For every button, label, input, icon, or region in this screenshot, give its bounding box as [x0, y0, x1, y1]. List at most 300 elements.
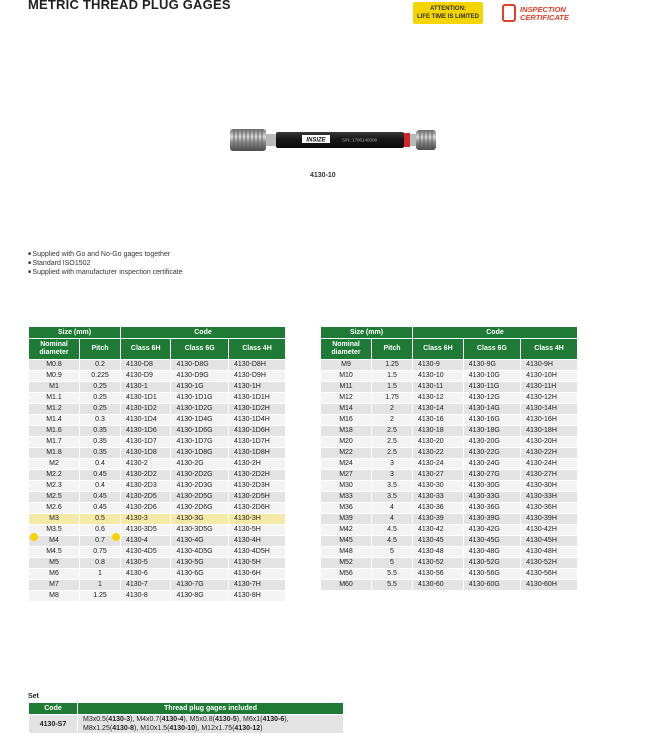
set-item-size: M8x1.25( — [83, 725, 113, 732]
class6h-cell: 4130-39 — [413, 514, 464, 525]
class4h-cell: 4130-4H — [228, 536, 285, 547]
class6g-cell: 4130-48G — [463, 547, 520, 558]
class4h-cell: 4130-1D6H — [228, 426, 285, 437]
class4h-cell: 4130-1D7H — [228, 437, 285, 448]
pitch-cell: 0.7 — [80, 536, 121, 547]
class6g-cell: 4130-30G — [463, 481, 520, 492]
table-row — [321, 470, 578, 481]
class6g-cell: 4130-1D2G — [171, 404, 229, 415]
class4h-cell: 4130-9H — [521, 360, 578, 371]
table-row — [321, 360, 578, 371]
table-row — [29, 569, 286, 580]
class6h-cell: 4130-1D7 — [121, 437, 171, 448]
cert-line1: INSPECTION — [520, 5, 566, 14]
nominal-cell: M11 — [321, 382, 372, 393]
pitch-cell: 1.25 — [80, 591, 121, 602]
class4h-cell: 4130-2H — [228, 459, 285, 470]
table-row — [321, 536, 578, 547]
pitch-cell: 0.2 — [80, 360, 121, 371]
pitch-cell: 2 — [372, 415, 413, 426]
class6h-cell: 4130-10 — [413, 371, 464, 382]
feature-list — [28, 250, 183, 277]
class4h-header: Class 4H — [521, 339, 578, 360]
class4h-cell: 4130-1H — [228, 382, 285, 393]
pitch-cell: 2.5 — [372, 437, 413, 448]
table-row — [29, 448, 286, 459]
pitch-cell: 0.25 — [80, 404, 121, 415]
class6g-cell: 4130-56G — [463, 569, 520, 580]
attention-line1: ATTENTION: — [430, 6, 466, 12]
set-item-code: 4130-4 — [161, 716, 184, 723]
class6h-cell: 4130-6 — [121, 569, 171, 580]
set-item-separator: ), — [284, 716, 289, 723]
class6g-cell: 4130-18G — [463, 426, 520, 437]
table-row — [29, 481, 286, 492]
pitch-cell: 0.25 — [80, 382, 121, 393]
class4h-cell: 4130-10H — [521, 371, 578, 382]
pitch-cell: 0.6 — [80, 525, 121, 536]
page-title: METRIC THREAD PLUG GAGES — [28, 0, 231, 12]
pitch-cell: 0.4 — [80, 459, 121, 470]
set-item-separator: ), — [236, 716, 243, 723]
pitch-cell: 0.35 — [80, 437, 121, 448]
class6h-cell: 4130-14 — [413, 404, 464, 415]
class4h-cell: 4130-1D2H — [228, 404, 285, 415]
class6h-cell: 4130-48 — [413, 547, 464, 558]
pitch-cell: 5 — [372, 558, 413, 569]
table-row — [321, 547, 578, 558]
set-item-separator: ), — [133, 725, 141, 732]
table-row — [321, 426, 578, 437]
class4h-cell: 4130-39H — [521, 514, 578, 525]
table-row — [321, 371, 578, 382]
size-header: Size (mm) — [29, 327, 121, 339]
nominal-cell: M1.4 — [29, 415, 80, 426]
nominal-cell: M20 — [321, 437, 372, 448]
serial-number: S/N: 1706140008 — [342, 137, 378, 143]
pitch-cell: 0.225 — [80, 371, 121, 382]
class4h-cell: 4130-3H — [228, 514, 285, 525]
pitch-cell: 0.8 — [80, 558, 121, 569]
set-item-size: M5x0.8( — [189, 716, 215, 723]
pitch-cell: 0.4 — [80, 481, 121, 492]
class4h-cell: 4130-7H — [228, 580, 285, 591]
class6g-cell: 4130-39G — [463, 514, 520, 525]
set-item-size: M12x1.75( — [201, 725, 235, 732]
pitch-cell: 0.25 — [80, 393, 121, 404]
class6h-cell: 4130-1D1 — [121, 393, 171, 404]
class6h-cell: 4130-D8 — [121, 360, 171, 371]
class6g-cell: 4130-7G — [171, 580, 229, 591]
class4h-cell: 4130-16H — [521, 415, 578, 426]
class6h-cell: 4130-8 — [121, 591, 171, 602]
certificate-icon — [502, 4, 516, 22]
class4h-cell: 4130-42H — [521, 525, 578, 536]
nominal-cell: M48 — [321, 547, 372, 558]
table-row — [29, 525, 286, 536]
set-item-size: M6x1( — [242, 716, 263, 723]
nominal-cell: M1.7 — [29, 437, 80, 448]
class6g-cell: 4130-52G — [463, 558, 520, 569]
nominal-cell: M2.2 — [29, 470, 80, 481]
table-row — [29, 492, 286, 503]
inspection-certificate-badge — [502, 2, 580, 26]
nominal-cell: M2.6 — [29, 503, 80, 514]
class6h-cell: 4130-4 — [121, 536, 171, 547]
go-thread-end — [230, 129, 276, 151]
class4h-cell: 4130-2D3H — [228, 481, 285, 492]
class6g-cell: 4130-45G — [463, 536, 520, 547]
class6h-cell: 4130-2 — [121, 459, 171, 470]
class4h-cell: 4130-33H — [521, 492, 578, 503]
table-row — [321, 393, 578, 404]
class6h-cell: 4130-D9 — [121, 371, 171, 382]
class6h-cell: 4130-56 — [413, 569, 464, 580]
table-row — [321, 448, 578, 459]
set-item-code: 4130-3 — [108, 716, 131, 723]
class4h-cell: 4130-4D5H — [228, 547, 285, 558]
class4h-cell: 4130-5H — [228, 558, 285, 569]
nominal-cell: M1 — [29, 382, 80, 393]
pitch-cell: 2.5 — [372, 426, 413, 437]
nominal-cell: M42 — [321, 525, 372, 536]
size-code-table-left — [28, 326, 286, 602]
set-item-code: 4130-12 — [234, 725, 261, 732]
nominal-cell: M22 — [321, 448, 372, 459]
class4h-cell: 4130-2D5H — [228, 492, 285, 503]
class6g-cell: 4130-22G — [463, 448, 520, 459]
pitch-cell: 1.5 — [372, 382, 413, 393]
class6g-cell: 4130-3G — [171, 514, 229, 525]
table-row — [321, 459, 578, 470]
nominal-cell: M0.9 — [29, 371, 80, 382]
class6h-cell: 4130-1D4 — [121, 415, 171, 426]
class6g-cell: 4130-1D1G — [171, 393, 229, 404]
thread-plug-gage-image — [228, 125, 438, 155]
pitch-cell: 5.5 — [372, 569, 413, 580]
class4h-cell: 4130-24H — [521, 459, 578, 470]
class6g-cell: 4130-8G — [171, 591, 229, 602]
class6g-cell: 4130-1D8G — [171, 448, 229, 459]
highlight-marker-icon — [30, 533, 38, 541]
set-item-code: 4130-6 — [262, 716, 285, 723]
class6g-cell: 4130-14G — [463, 404, 520, 415]
code-header: Code — [413, 327, 578, 339]
class4h-cell: 4130-8H — [228, 591, 285, 602]
pitch-cell: 1 — [80, 569, 121, 580]
pitch-cell: 5.5 — [372, 580, 413, 591]
class6h-cell: 4130-3 — [121, 514, 171, 525]
class4h-cell: 4130-22H — [521, 448, 578, 459]
class6g-cell: 4130-42G — [463, 525, 520, 536]
class6h-cell: 4130-20 — [413, 437, 464, 448]
size-code-table-right — [320, 326, 578, 591]
table-row — [29, 415, 286, 426]
class6g-cell: 4130-1D7G — [171, 437, 229, 448]
class6h-cell: 4130-60 — [413, 580, 464, 591]
class4h-cell: 4130-2D6H — [228, 503, 285, 514]
table-row — [321, 415, 578, 426]
nominal-cell: M27 — [321, 470, 372, 481]
class4h-cell: 4130-45H — [521, 536, 578, 547]
class4h-cell: 4130-1D4H — [228, 415, 285, 426]
class6h-cell: 4130-42 — [413, 525, 464, 536]
class6g-cell: 4130-2D5G — [171, 492, 229, 503]
feature-item: ■ Supplied with manufacturer inspection certificate — [28, 268, 183, 277]
table-row — [321, 437, 578, 448]
nominal-cell: M2.3 — [29, 481, 80, 492]
set-item-code: 4130-5 — [214, 716, 237, 723]
table-row — [29, 470, 286, 481]
set-table — [28, 702, 344, 734]
nominal-cell: M1.6 — [29, 426, 80, 437]
class6g-cell: 4130-2D6G — [171, 503, 229, 514]
attention-line2: LIFE TIME IS LIMITED — [417, 14, 479, 20]
class6g-header: Class 6G — [463, 339, 520, 360]
code-header: Code — [121, 327, 286, 339]
table-row — [29, 437, 286, 448]
pitch-cell: 3.5 — [372, 481, 413, 492]
set-item-separator: ), — [183, 716, 190, 723]
class6h-cell: 4130-22 — [413, 448, 464, 459]
set-code-header: Code — [29, 703, 78, 715]
class4h-cell: 4130-56H — [521, 569, 578, 580]
class6h-cell: 4130-18 — [413, 426, 464, 437]
nominal-cell: M7 — [29, 580, 80, 591]
class4h-cell: 4130-52H — [521, 558, 578, 569]
pitch-cell: 4.5 — [372, 525, 413, 536]
class6g-cell: 4130-D9G — [171, 371, 229, 382]
pitch-cell: 0.45 — [80, 492, 121, 503]
pitch-cell: 1 — [80, 580, 121, 591]
nominal-cell: M36 — [321, 503, 372, 514]
class4h-cell: 4130-5H — [228, 525, 285, 536]
pitch-cell: 0.75 — [80, 547, 121, 558]
class4h-cell: 4130-18H — [521, 426, 578, 437]
table-row — [29, 514, 286, 525]
highlight-marker-icon — [112, 533, 120, 541]
set-included-list — [78, 715, 344, 734]
nominal-cell: M4 — [29, 536, 80, 547]
pitch-cell: 0.3 — [80, 415, 121, 426]
class6g-cell: 4130-10G — [463, 371, 520, 382]
pitch-cell: 4 — [372, 514, 413, 525]
table-row — [29, 580, 286, 591]
class6g-cell: 4130-3D5G — [171, 525, 229, 536]
class6g-cell: 4130-60G — [463, 580, 520, 591]
set-item-code: 4130-8 — [112, 725, 134, 732]
set-item-code: 4130-10 — [169, 725, 196, 732]
pitch-header: Pitch — [80, 339, 121, 360]
class6g-cell: 4130-16G — [463, 415, 520, 426]
feature-item: ■ Standard ISO1502 — [28, 259, 183, 268]
class6g-cell: 4130-6G — [171, 569, 229, 580]
set-item-separator: ) — [260, 725, 263, 732]
nominal-header: Nominal diameter — [321, 339, 372, 360]
nominal-cell: M8 — [29, 591, 80, 602]
nominal-cell: M56 — [321, 569, 372, 580]
table-row — [321, 569, 578, 580]
size-header: Size (mm) — [321, 327, 413, 339]
class4h-cell: 4130-48H — [521, 547, 578, 558]
table-row — [29, 404, 286, 415]
class4h-cell: 4130-6H — [228, 569, 285, 580]
class6g-header: Class 6G — [171, 339, 229, 360]
class6h-header: Class 6H — [413, 339, 464, 360]
table-row — [29, 503, 286, 514]
pitch-cell: 0.35 — [80, 448, 121, 459]
nominal-cell: M3 — [29, 514, 80, 525]
class4h-cell: 4130-20H — [521, 437, 578, 448]
nominal-cell: M3.5 — [29, 525, 80, 536]
table-row — [29, 382, 286, 393]
class4h-cell: 4130-14H — [521, 404, 578, 415]
nominal-cell: M1.2 — [29, 404, 80, 415]
class6h-cell: 4130-1D2 — [121, 404, 171, 415]
nominal-cell: M5 — [29, 558, 80, 569]
class6g-cell: 4130-4G — [171, 536, 229, 547]
product-caption: 4130-10 — [310, 172, 336, 179]
nominal-cell: M14 — [321, 404, 372, 415]
pitch-cell: 1.5 — [372, 371, 413, 382]
nominal-cell: M2.5 — [29, 492, 80, 503]
certificate-text — [520, 6, 569, 22]
pitch-header: Pitch — [372, 339, 413, 360]
class6h-cell: 4130-1D8 — [121, 448, 171, 459]
pitch-cell: 0.35 — [80, 426, 121, 437]
class4h-header: Class 4H — [228, 339, 285, 360]
feature-item: ■ Supplied with Go and No-Go gages together — [28, 250, 183, 259]
class4h-cell: 4130-36H — [521, 503, 578, 514]
class6g-cell: 4130-12G — [463, 393, 520, 404]
class4h-cell: 4130-1D1H — [228, 393, 285, 404]
table-row — [321, 514, 578, 525]
class4h-cell: 4130-60H — [521, 580, 578, 591]
pitch-cell: 2 — [372, 404, 413, 415]
nominal-cell: M1.1 — [29, 393, 80, 404]
class4h-cell: 4130-27H — [521, 470, 578, 481]
pitch-cell: 4.5 — [372, 536, 413, 547]
class6g-cell: 4130-20G — [463, 437, 520, 448]
class6g-cell: 4130-1D4G — [171, 415, 229, 426]
class6g-cell: 4130-2D3G — [171, 481, 229, 492]
pitch-cell: 5 — [372, 547, 413, 558]
class6h-cell: 4130-2D3 — [121, 481, 171, 492]
pitch-cell: 4 — [372, 503, 413, 514]
cert-line2: CERTIFICATE — [520, 13, 569, 22]
class6h-cell: 4130-5 — [121, 558, 171, 569]
class6h-cell: 4130-4D5 — [121, 547, 171, 558]
nominal-header: Nominal diameter — [29, 339, 80, 360]
class6g-cell: 4130-1G — [171, 382, 229, 393]
class4h-cell: 4130-11H — [521, 382, 578, 393]
table-row — [29, 459, 286, 470]
pitch-cell: 3 — [372, 470, 413, 481]
pitch-cell: 0.45 — [80, 470, 121, 481]
table-row — [321, 382, 578, 393]
table-row — [321, 492, 578, 503]
table-row — [29, 591, 286, 602]
class6g-cell: 4130-24G — [463, 459, 520, 470]
class4h-cell: 4130-12H — [521, 393, 578, 404]
class4h-cell: 4130-1D8H — [228, 448, 285, 459]
pitch-cell: 2.5 — [372, 448, 413, 459]
class6g-cell: 4130-36G — [463, 503, 520, 514]
pitch-cell: 1.75 — [372, 393, 413, 404]
table-row — [321, 481, 578, 492]
nominal-cell: M18 — [321, 426, 372, 437]
class6h-cell: 4130-1D6 — [121, 426, 171, 437]
class6h-cell: 4130-27 — [413, 470, 464, 481]
class6g-cell: 4130-33G — [463, 492, 520, 503]
class6h-cell: 4130-45 — [413, 536, 464, 547]
class6g-cell: 4130-1D6G — [171, 426, 229, 437]
class6h-cell: 4130-33 — [413, 492, 464, 503]
nominal-cell: M9 — [321, 360, 372, 371]
class6g-cell: 4130-9G — [463, 360, 520, 371]
set-item-size: M10x1.5( — [140, 725, 170, 732]
class6h-cell: 4130-12 — [413, 393, 464, 404]
nominal-cell: M6 — [29, 569, 80, 580]
set-label: Set — [28, 693, 39, 700]
nominal-cell: M60 — [321, 580, 372, 591]
brand-logo: INSIZE — [306, 137, 326, 144]
class4h-cell: 4130-2D2H — [228, 470, 285, 481]
attention-badge — [413, 2, 483, 24]
nominal-cell: M0.8 — [29, 360, 80, 371]
class4h-cell: 4130-D8H — [228, 360, 285, 371]
nominal-cell: M24 — [321, 459, 372, 470]
set-item-size: M4x0.7( — [136, 716, 162, 723]
class6g-cell: 4130-5G — [171, 558, 229, 569]
nominal-cell: M39 — [321, 514, 372, 525]
table-row — [321, 580, 578, 591]
no-go-thread-end — [410, 130, 436, 150]
table-row — [29, 393, 286, 404]
class6h-header: Class 6H — [121, 339, 171, 360]
table-row — [29, 547, 286, 558]
nominal-cell: M1.8 — [29, 448, 80, 459]
nominal-cell: M2 — [29, 459, 80, 470]
class6h-cell: 4130-11 — [413, 382, 464, 393]
nominal-cell: M16 — [321, 415, 372, 426]
pitch-cell: 1.25 — [372, 360, 413, 371]
table-row — [321, 558, 578, 569]
nominal-cell: M12 — [321, 393, 372, 404]
table-row — [29, 371, 286, 382]
class6h-cell: 4130-2D2 — [121, 470, 171, 481]
pitch-cell: 0.45 — [80, 503, 121, 514]
class6h-cell: 4130-16 — [413, 415, 464, 426]
class6g-cell: 4130-D8G — [171, 360, 229, 371]
class6g-cell: 4130-11G — [463, 382, 520, 393]
table-row — [29, 426, 286, 437]
nominal-cell: M30 — [321, 481, 372, 492]
class6h-cell: 4130-3D5 — [121, 525, 171, 536]
class6h-cell: 4130-7 — [121, 580, 171, 591]
class6h-cell: 4130-52 — [413, 558, 464, 569]
class6h-cell: 4130-2D5 — [121, 492, 171, 503]
class6g-cell: 4130-2G — [171, 459, 229, 470]
pitch-cell: 3.5 — [372, 492, 413, 503]
set-item-separator: ), — [195, 725, 202, 732]
table-row — [321, 404, 578, 415]
table-row — [321, 525, 578, 536]
set-code: 4130-S7 — [29, 715, 78, 734]
class6h-cell: 4130-9 — [413, 360, 464, 371]
nominal-cell: M45 — [321, 536, 372, 547]
set-item-size: M3x0.5( — [83, 716, 109, 723]
